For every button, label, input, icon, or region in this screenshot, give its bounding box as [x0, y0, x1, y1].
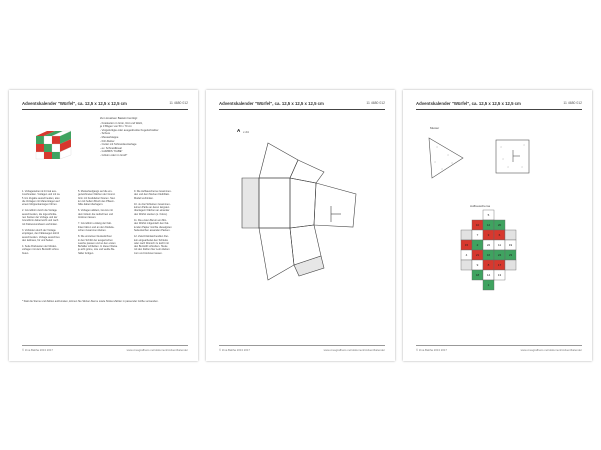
step-line: 10. Je drei Schieben zusammen-	[134, 202, 171, 206]
scheme-cell	[472, 240, 483, 250]
step-line: trocknen lassen.	[78, 216, 97, 220]
material-item: - Cutter mit Schneideunterlage	[100, 143, 137, 147]
scheme-cell	[505, 250, 516, 260]
scheme-cell	[483, 250, 494, 260]
scheme-number: 11	[497, 243, 502, 247]
material-item: - ev. Schneidlineal	[100, 146, 122, 150]
page-title: Adventskalender "Würfel", ca. 12,5 x 12,5 x 12,5 cm	[219, 101, 324, 106]
material-item: - Grfeim oder im Groß*	[100, 153, 128, 157]
article-code: 11 4680 012	[169, 101, 188, 105]
step-line: ausschneiden. Vorlage ausschnei-	[22, 235, 61, 239]
step-line: Behälter schließen. In dieser Weise	[78, 245, 118, 249]
scheme-number: 8	[487, 263, 490, 267]
step-line: 3. Vorfelden durch der Vorlage	[22, 228, 56, 232]
scheme-cell	[483, 240, 494, 250]
page-title: Adventskalender "Würfel", ca. 12,5 x 12,5 x 12,5 cm	[416, 101, 521, 106]
scheme-cell	[494, 220, 505, 230]
material-item: - Filz-Kleber	[100, 139, 115, 143]
materials-intro: Zum kreativen Basteln benötigt:	[100, 117, 138, 120]
step-line: den Buntstift schreiben. Heute	[134, 245, 168, 249]
step-line: len mit hellem Brush des Pflaum-	[78, 199, 115, 203]
step-line: lein eingearbeitet den Schleiss	[134, 238, 168, 242]
steps-column-left	[22, 190, 75, 255]
scheme-number: 24	[497, 253, 502, 257]
svg-text:✧: ✧	[500, 146, 503, 149]
step-line: gezeichneten Flächen der Grund-	[78, 193, 116, 197]
scheme-number: 18	[475, 273, 480, 277]
svg-text:✧: ✧	[521, 166, 524, 169]
page-footer	[22, 345, 188, 352]
step-line: Seitenleichen assanden Packen.	[134, 228, 171, 232]
assembly-scheme-label: Aufbauschema	[470, 204, 491, 208]
footer-copyright: © Irina Baltha 2013 2017	[22, 347, 53, 352]
materials-list	[100, 117, 190, 158]
step-line: Modell verbinden.	[134, 196, 154, 200]
scheme-cell	[483, 280, 494, 290]
page-header	[22, 101, 188, 109]
footer-copyright: © Irina Baltha 2013 2017	[219, 347, 250, 352]
scheme-cell	[494, 270, 505, 280]
scheme-number: 15	[464, 243, 469, 247]
step-line: 7. Grundform entlang der Falt-	[78, 222, 112, 226]
svg-text:✧: ✧	[434, 161, 437, 164]
step-line: lenden Papier möchte dieselgsten	[134, 225, 172, 229]
scheme-number: 7	[476, 233, 479, 237]
step-line: mit den Zahlen hier Leim kleben	[134, 248, 170, 252]
step-line: ausschneiden, die ingeschnitte-	[22, 212, 58, 216]
step-line: 5. Musterlaufgangs auf die ein-	[78, 190, 113, 193]
scheme-number: 22	[486, 243, 491, 247]
step-line: 12. Zuletzt Einlaschendlen Der-	[134, 235, 169, 239]
scheme-cell	[472, 260, 483, 270]
svg-text:✧: ✧	[502, 158, 505, 161]
scheme-number: 23	[508, 253, 513, 257]
step-line: zuschneiden. Vorlagen und mit ca.	[22, 193, 61, 197]
svg-text:✧: ✧	[451, 162, 454, 165]
scheme-number: 17	[497, 263, 502, 267]
footer-url: www.creagrafhens.net/dokument/AdventKalender	[520, 347, 582, 352]
scheme-number: 1	[487, 283, 490, 287]
step-line: billie dabei überlagern.	[78, 203, 104, 207]
cube-photo	[35, 130, 81, 160]
scheme-cell	[461, 250, 472, 260]
step-line: in den Schlitz der ausgerischen	[78, 238, 113, 242]
header-rule	[22, 109, 188, 110]
scheme-number: 14	[486, 273, 491, 277]
assembly-scheme	[403, 90, 592, 361]
footer-url: www.creagrafhens.net/dokument/AdventKalender	[126, 347, 188, 352]
step-line: den Würfel stecken (s. Fotos).	[134, 212, 168, 216]
step-line: 9. Die Aufbauschema zusammen-	[134, 190, 172, 193]
step-line: je acht grüne, rote und weiße Be-	[78, 248, 115, 252]
scheme-cell	[505, 230, 516, 240]
scheme-cell	[505, 240, 516, 250]
step-line: die Vorlagen mit Marenkragen auf	[22, 199, 60, 203]
material-item: - Schere	[100, 132, 111, 136]
scheme-cell	[494, 240, 505, 250]
material-item: - GUMMIS "KABE"	[100, 150, 123, 154]
scheme-number: 13	[497, 273, 502, 277]
scheme-cell	[483, 220, 494, 230]
scheme-number: 10	[475, 223, 480, 227]
step-line: überlagern Flächen an einander	[134, 209, 170, 213]
footer-url: www.creagrafhens.net/dokument/AdventKalender	[323, 347, 385, 352]
scheme-cell	[461, 230, 472, 240]
step-line: einem Moppenkantogen führen.	[22, 203, 58, 207]
scheme-cell	[483, 260, 494, 270]
material-item: - Messerklappe	[100, 135, 119, 139]
scheme-number: 3	[487, 233, 490, 237]
step-line: hälter fertigen.	[78, 251, 94, 255]
article-code: 11 4680 012	[563, 101, 582, 105]
step-line: mit Kleberwunsbaum verbinden.	[22, 222, 58, 226]
scheme-cell	[494, 230, 505, 240]
svg-text:✧: ✧	[507, 166, 510, 169]
step-line: form mit Festklieber fixieren. Stel-	[78, 196, 116, 200]
scheme-cell	[494, 260, 505, 270]
step-line: 5 mm Zugabe ausschneiden, also	[22, 196, 60, 200]
step-line: den und dem Merken Kleibblatt-	[134, 193, 170, 197]
scheme-cell	[461, 260, 472, 270]
step-line: 11. Die ersten Berum ein Min-	[134, 219, 168, 223]
scheme-cell	[472, 220, 483, 230]
step-line: 1. Vorlagesieben & 24 mal aus-	[22, 190, 57, 193]
scheme-number: 2	[476, 243, 479, 247]
footnote: * Statt die Sterne und Zahlen aufzumalen, können Sie Sticker-Sterne sowie Sticker-Zahlen in passender Größe verwenden.	[22, 300, 159, 303]
step-line: vorlagen mit dem Buntstift schrei-	[22, 248, 60, 252]
scheme-cell	[472, 250, 483, 260]
step-line: oder nach Wunsch zu leicht mit	[134, 241, 169, 245]
step-line: nen Kanten der Vorlage und der	[22, 216, 58, 220]
step-line: einprägen, den Fältewegen kömlt	[22, 232, 59, 236]
step-line: den Würfel mitgemäch den Kal-	[134, 222, 170, 226]
svg-text:✧: ✧	[447, 154, 450, 157]
template-label-a: A	[237, 128, 241, 133]
scheme-cell	[461, 240, 472, 250]
step-line: 4. Seite Rückseiten der Moden-	[22, 245, 58, 249]
template-count-label: x 24	[243, 130, 249, 134]
step-line: 8. Die einzelnen Deckelöchner	[78, 235, 112, 239]
template-page	[206, 90, 395, 361]
scheme-cell	[483, 230, 494, 240]
scheme-page	[403, 90, 592, 361]
step-line: Grundform dabei leicht und nach	[22, 219, 59, 223]
step-line: linien falzen und an den Klebela-	[78, 225, 115, 229]
material-item: je 3 Bögen von 50 x 70 cm	[100, 125, 132, 129]
cube-net-template	[206, 90, 395, 361]
step-line: dem Gittern die raufschnen und	[78, 212, 114, 216]
svg-text:✧: ✧	[441, 168, 444, 171]
material-item: - Fotokarton in Grün, Rot und Weiß,	[100, 121, 143, 125]
step-line: Lasche passen und so den ersten	[78, 241, 116, 245]
scheme-number: 21	[475, 253, 480, 257]
scheme-number: 6	[498, 233, 501, 237]
scheme-cell	[472, 230, 483, 240]
svg-text:✧: ✧	[436, 146, 439, 149]
step-line: 6. Vorlagen abklein, Grenze mit	[78, 209, 113, 213]
scheme-cell	[505, 260, 516, 270]
step-line: freien.	[22, 251, 29, 255]
scheme-number: 4	[465, 253, 468, 257]
step-line: schen zusammen kleben.	[78, 228, 107, 232]
page-title: Adventskalender "Würfel", ca. 12,5 x 12,5 x 12,5 cm	[22, 101, 127, 106]
scheme-cell	[472, 270, 483, 280]
step-line: zum und trocknen lassen.	[134, 251, 163, 255]
scheme-number: 16	[486, 253, 491, 257]
svg-text:✧: ✧	[523, 144, 526, 147]
scheme-number: 9	[476, 263, 479, 267]
step-line: 2. Grundform durch die Vorlage	[22, 209, 57, 213]
footer-copyright: © Irina Baltha 2013 2017	[416, 347, 447, 352]
instructions-page	[9, 90, 198, 361]
step-line: den kellnaus, für und Seiten.	[22, 238, 54, 242]
article-code: 11 4680 012	[366, 101, 385, 105]
scheme-cell	[494, 250, 505, 260]
motive-label: Muster	[430, 126, 440, 130]
steps-column-mid	[78, 190, 131, 255]
material-item: - Vorgefertigte oder ausgedruckte Kugelschreiber	[100, 128, 159, 132]
page-footer	[219, 345, 385, 352]
scheme-number: 12	[486, 223, 491, 227]
scheme-number: 19	[508, 243, 513, 247]
page-footer	[416, 345, 582, 352]
scheme-number: 5	[487, 213, 490, 217]
scheme-cell	[483, 270, 494, 280]
step-line: leimen Partie an deren langsten	[134, 206, 170, 210]
scheme-number: 20	[497, 223, 502, 227]
scheme-cell	[483, 210, 494, 220]
steps-column-right	[134, 190, 190, 255]
